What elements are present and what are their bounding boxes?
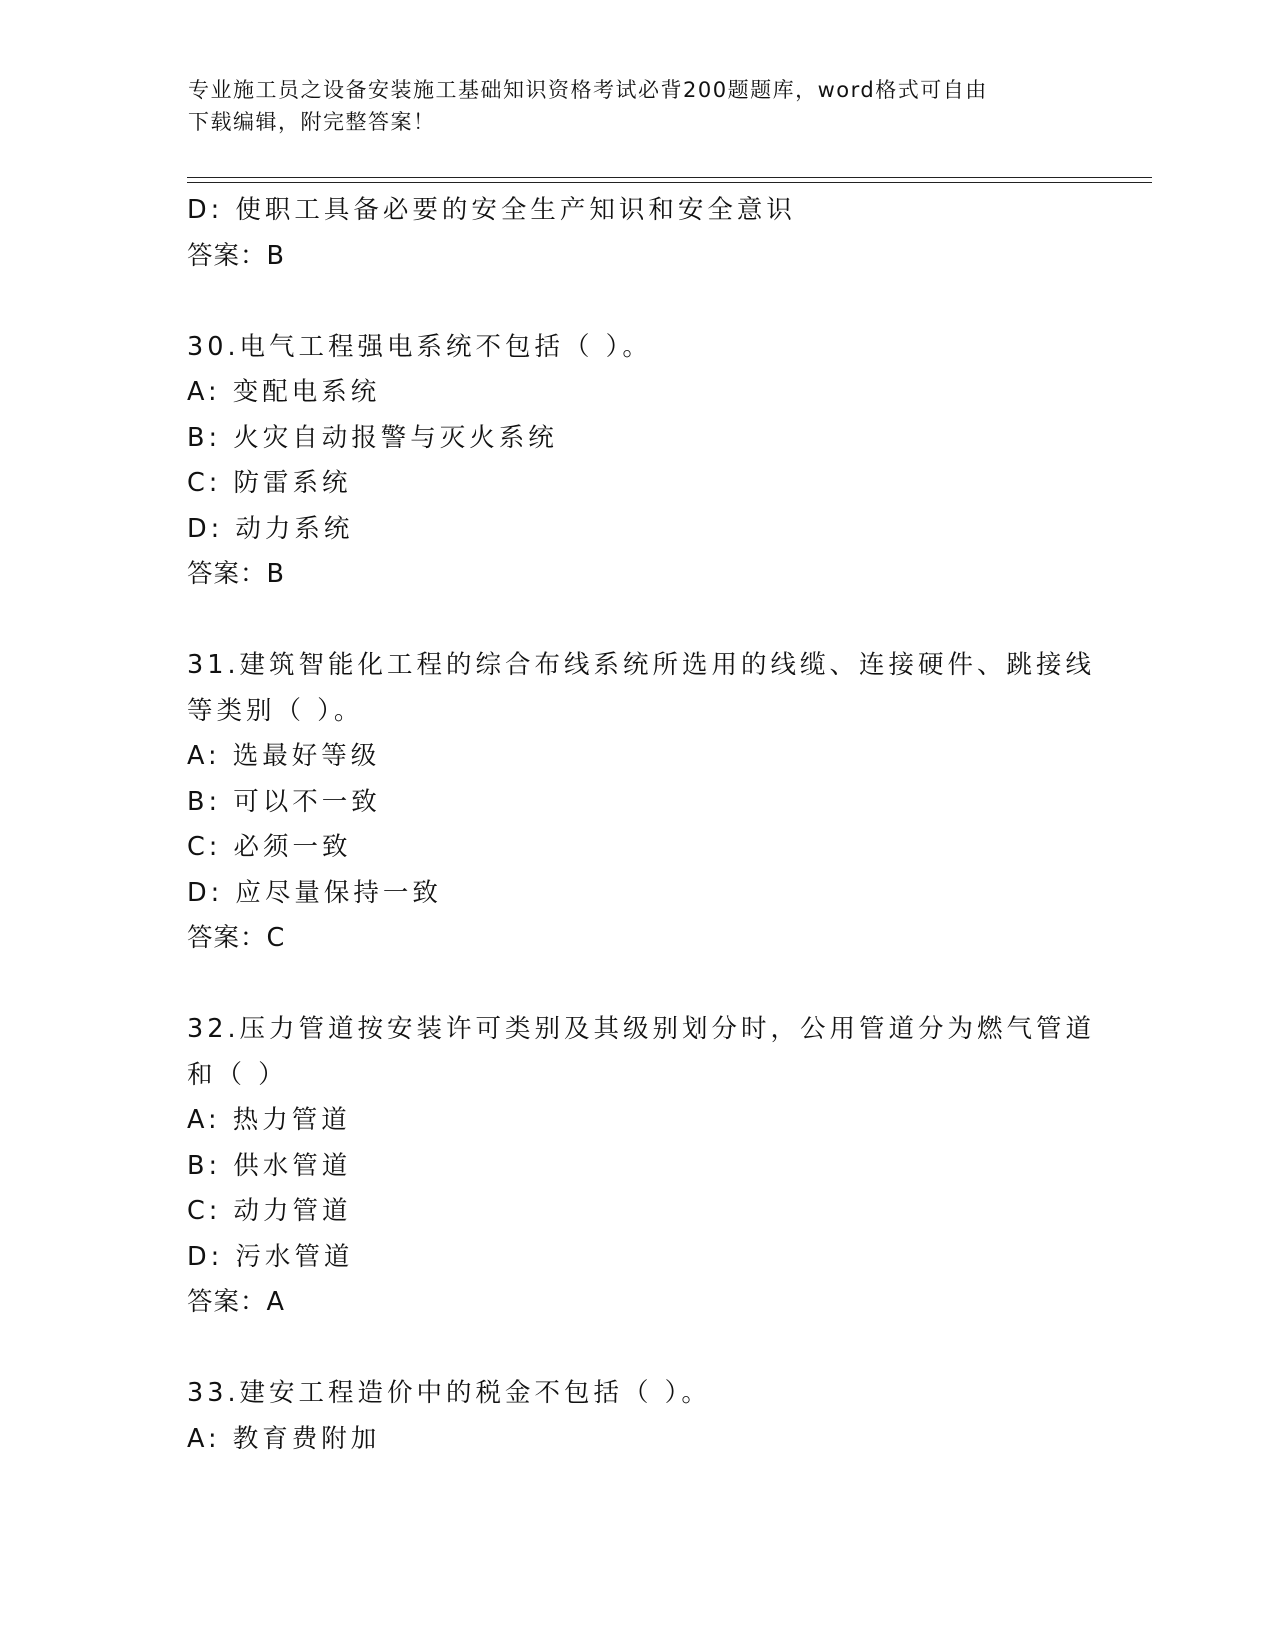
option-a: A: 变配电系统 <box>187 377 381 407</box>
question-33 <box>187 1371 1087 1462</box>
option-d: D: 使职工具备必要的安全生产知识和安全意识 <box>187 195 796 225</box>
question-32 <box>187 1007 1096 1326</box>
header-divider-bottom <box>187 182 1152 183</box>
header-divider-top <box>187 177 1152 178</box>
option-b: B: 可以不一致 <box>187 786 381 817</box>
answer: 答案：B <box>187 240 285 271</box>
answer: 答案：B <box>187 559 285 589</box>
spacer <box>187 962 1087 1008</box>
spacer <box>187 279 1087 325</box>
option-c: C: 防雷系统 <box>187 468 352 498</box>
spacer <box>187 598 1087 644</box>
question-29-tail <box>187 188 1087 279</box>
option-a: A: 教育费附加 <box>187 1423 381 1454</box>
answer: 答案：A <box>187 1287 285 1317</box>
header-title-line-1: 专业施工员之设备安装施工基础知识资格考试必背200题题库，word格式可自由 <box>188 78 988 102</box>
option-d: D: 污水管道 <box>187 1241 354 1272</box>
question-stem-line-2: 和（ ） <box>187 1059 288 1090</box>
option-b: B: 火灾自动报警与灭火系统 <box>187 422 558 453</box>
option-c: C: 必须一致 <box>187 832 352 862</box>
spacer <box>187 1326 1087 1372</box>
question-list <box>187 188 1096 1462</box>
question-30 <box>187 325 1087 598</box>
question-stem: 33.建安工程造价中的税金不包括（ ）。 <box>187 1378 711 1408</box>
option-d: D: 应尽量保持一致 <box>187 877 442 908</box>
option-c: C: 动力管道 <box>187 1196 352 1226</box>
question-stem-line-1: 32.压力管道按安装许可类别及其级别划分时，公用管道分为燃气管道 <box>187 1014 1096 1044</box>
question-stem-line-1: 31.建筑智能化工程的综合布线系统所选用的线缆、连接硬件、跳接线 <box>187 650 1096 680</box>
header-title-line-2: 下载编辑，附完整答案！ <box>188 110 436 134</box>
answer: 答案：C <box>187 923 286 953</box>
option-d: D: 动力系统 <box>187 513 354 544</box>
option-a: A: 热力管道 <box>187 1105 351 1135</box>
question-stem-line-2: 等类别（ ）。 <box>187 695 364 726</box>
option-a: A: 选最好等级 <box>187 741 381 771</box>
question-stem: 30.电气工程强电系统不包括（ ）。 <box>187 331 652 362</box>
question-31 <box>187 643 1096 962</box>
option-b: B: 供水管道 <box>187 1150 352 1181</box>
document-header <box>188 74 1068 138</box>
